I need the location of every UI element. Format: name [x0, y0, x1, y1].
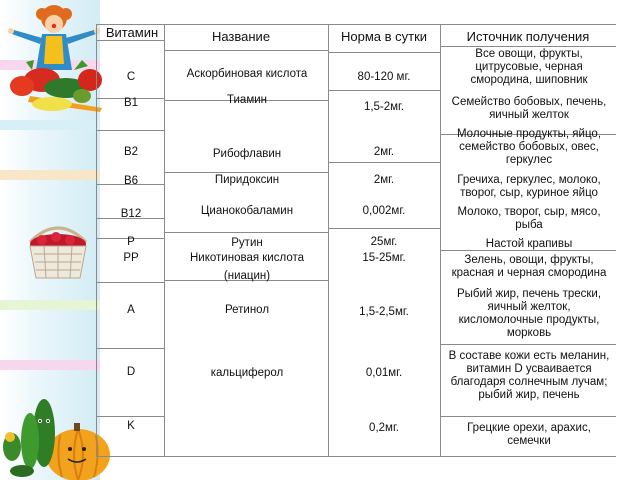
header-norm: Норма в сутки [340, 29, 428, 44]
source-cell: Зелень, овощи, фрукты, красная и черная смородина [451, 254, 607, 279]
row-divider [164, 50, 328, 51]
vitamin-cell: K [127, 420, 135, 432]
norm-cell: 80-120 мг. [357, 71, 411, 83]
source-cell: Все овощи, фрукты, цитрусовые, черная смородина, шиповник [470, 48, 588, 86]
row-divider [164, 232, 328, 233]
norm-cell: 0,002мг. [362, 205, 406, 217]
vitamin-cell: D [126, 366, 136, 378]
row-divider [440, 416, 616, 417]
name-cell: Рибофлавин [212, 148, 282, 160]
vitamin-cell: PP [123, 252, 139, 264]
column-divider [328, 24, 329, 456]
source-cell: Молочные продукты, яйцо, семейство бобовых, овес, геркулес [456, 128, 602, 166]
vitamin-cell: B6 [123, 175, 139, 187]
name-cell: Ретинол [224, 304, 270, 316]
header-name: Название [211, 29, 271, 44]
norm-cell: 0,2мг. [369, 422, 399, 434]
row-divider [164, 172, 328, 173]
strawberry-basket-illustration [22, 218, 94, 284]
row-divider [96, 348, 164, 349]
column-divider [440, 24, 441, 456]
norm-cell: 25мг. [370, 236, 398, 248]
table-border-bottom [96, 456, 616, 457]
row-divider [96, 130, 164, 131]
source-cell: Настой крапивы [485, 238, 573, 250]
name-cell: Аскорбиновая кислота [186, 68, 308, 80]
row-divider [96, 40, 164, 41]
decor-stripe [0, 360, 100, 370]
vitamin-cell: B2 [123, 146, 139, 158]
row-divider [440, 46, 616, 47]
vitamin-cell: B1 [123, 97, 139, 109]
norm-cell: 2мг. [373, 146, 395, 158]
source-cell: Гречиха, геркулес, молоко, творог, сыр, куриное яйцо [457, 174, 601, 199]
row-divider [440, 344, 616, 345]
source-cell: Семейство бобовых, печень, яичный желток [451, 96, 607, 121]
norm-cell: 15-25мг. [362, 252, 406, 264]
source-cell: Рыбий жир, печень трески, яичный желток, кисломолочные продукты, морковь [456, 288, 602, 339]
name-cell: Цианокобаламин [200, 205, 294, 217]
table-border-left [96, 24, 97, 456]
column-divider [164, 24, 165, 456]
header-vitamin: Витамин [105, 25, 159, 40]
row-divider [328, 228, 440, 229]
norm-cell: 1,5-2мг. [363, 101, 405, 113]
table-border-top [96, 24, 616, 25]
name-cell-secondary: (ниацин) [223, 270, 271, 282]
row-divider [96, 416, 164, 417]
vitamin-cell: P [127, 236, 135, 248]
source-cell: Грецкие орехи, арахис, семечки [467, 422, 591, 447]
source-cell: В составе кожи есть меланин, витамин D усваивается благодаря солнечным лучам; рыбий жир, печень [448, 350, 610, 401]
norm-cell: 2мг. [373, 174, 395, 186]
decor-stripe [0, 300, 100, 310]
vitamin-cell: C [126, 71, 136, 83]
name-cell: Пиридоксин [214, 174, 280, 186]
norm-cell: 1,5-2,5мг. [359, 306, 409, 318]
name-cell: Никотиновая кислота [190, 252, 304, 264]
vitamin-cell: B12 [120, 208, 142, 220]
header-source: Источник получения [466, 29, 590, 44]
decor-stripe [0, 170, 100, 180]
source-cell: Молоко, творог, сыр, мясо, рыба [457, 206, 601, 231]
name-cell: Рутин [231, 237, 263, 249]
row-divider [328, 52, 440, 53]
name-cell: Тиамин [226, 94, 268, 106]
row-divider [328, 90, 440, 91]
row-divider [328, 162, 440, 163]
name-cell: кальциферол [210, 367, 284, 379]
row-divider [96, 282, 164, 283]
norm-cell: 0,01мг. [365, 367, 403, 379]
vitamin-cell: A [127, 304, 135, 316]
